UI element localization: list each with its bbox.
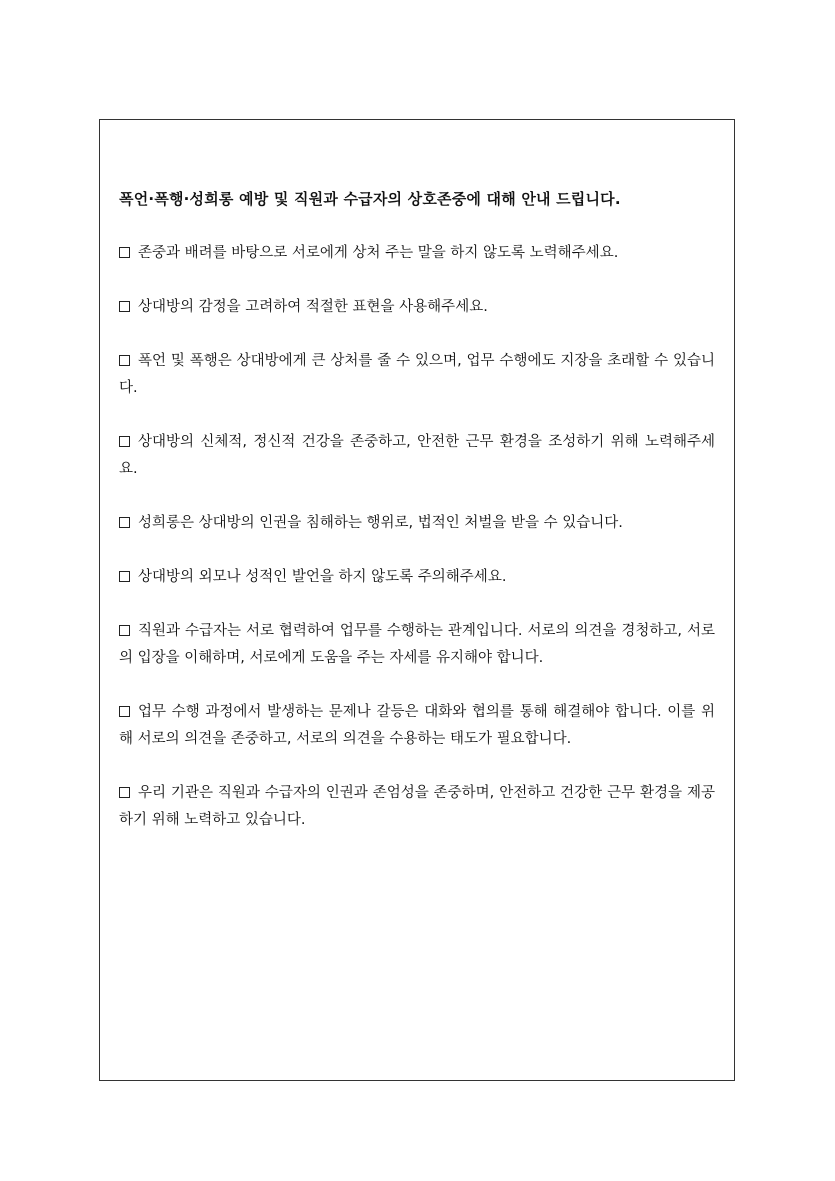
notice-item (119, 429, 715, 483)
checkbox-icon (119, 355, 130, 366)
notice-item (119, 780, 715, 834)
notice-item-text: 폭언 및 폭행은 상대방에게 큰 상처를 줄 수 있으며, 업무 수행에도 지장을 초래할 수 있습니다. (119, 353, 715, 396)
notice-item-text: 상대방의 외모나 성적인 발언을 하지 않도록 주의해주세요. (138, 569, 507, 585)
notice-item (119, 348, 715, 402)
checkbox-icon (119, 625, 130, 636)
notice-item-text: 업무 수행 과정에서 발생하는 문제나 갈등은 대화와 협의를 통해 해결해야 합니다. 이를 위해 서로의 의견을 존중하고, 서로의 의견을 수용하는 태도가 필요합니다. (119, 704, 715, 747)
notice-content (119, 186, 715, 861)
checkbox-icon (119, 571, 130, 582)
notice-item (119, 294, 715, 321)
checkbox-icon (119, 787, 130, 798)
notice-item (119, 240, 715, 267)
checkbox-icon (119, 517, 130, 528)
checkbox-icon (119, 301, 130, 312)
notice-item-text: 상대방의 감정을 고려하여 적절한 표현을 사용해주세요. (138, 299, 488, 315)
notice-item (119, 510, 715, 537)
notice-item (119, 699, 715, 753)
notice-item-text: 우리 기관은 직원과 수급자의 인권과 존엄성을 존중하며, 안전하고 건강한 근무 환경을 제공하기 위해 노력하고 있습니다. (119, 785, 715, 828)
notice-title: 폭언·폭행·성희롱 예방 및 직원과 수급자의 상호존중에 대해 안내 드립니다. (119, 190, 621, 208)
notice-item (119, 564, 715, 591)
notice-item-text: 성희롱은 상대방의 인권을 침해하는 행위로, 법적인 처벌을 받을 수 있습니다. (138, 515, 623, 531)
checkbox-icon (119, 436, 130, 447)
notice-item-text: 상대방의 신체적, 정신적 건강을 존중하고, 안전한 근무 환경을 조성하기 위해 노력해주세요. (119, 434, 715, 477)
checkbox-icon (119, 247, 130, 258)
checkbox-icon (119, 706, 130, 717)
notice-item (119, 618, 715, 672)
notice-item-text: 직원과 수급자는 서로 협력하여 업무를 수행하는 관계입니다. 서로의 의견을 경청하고, 서로의 입장을 이해하며, 서로에게 도움을 주는 자세를 유지해야 합니다. (119, 623, 715, 666)
notice-item-text: 존중과 배려를 바탕으로 서로에게 상처 주는 말을 하지 않도록 노력해주세요. (138, 245, 619, 261)
notice-box (99, 119, 735, 1081)
